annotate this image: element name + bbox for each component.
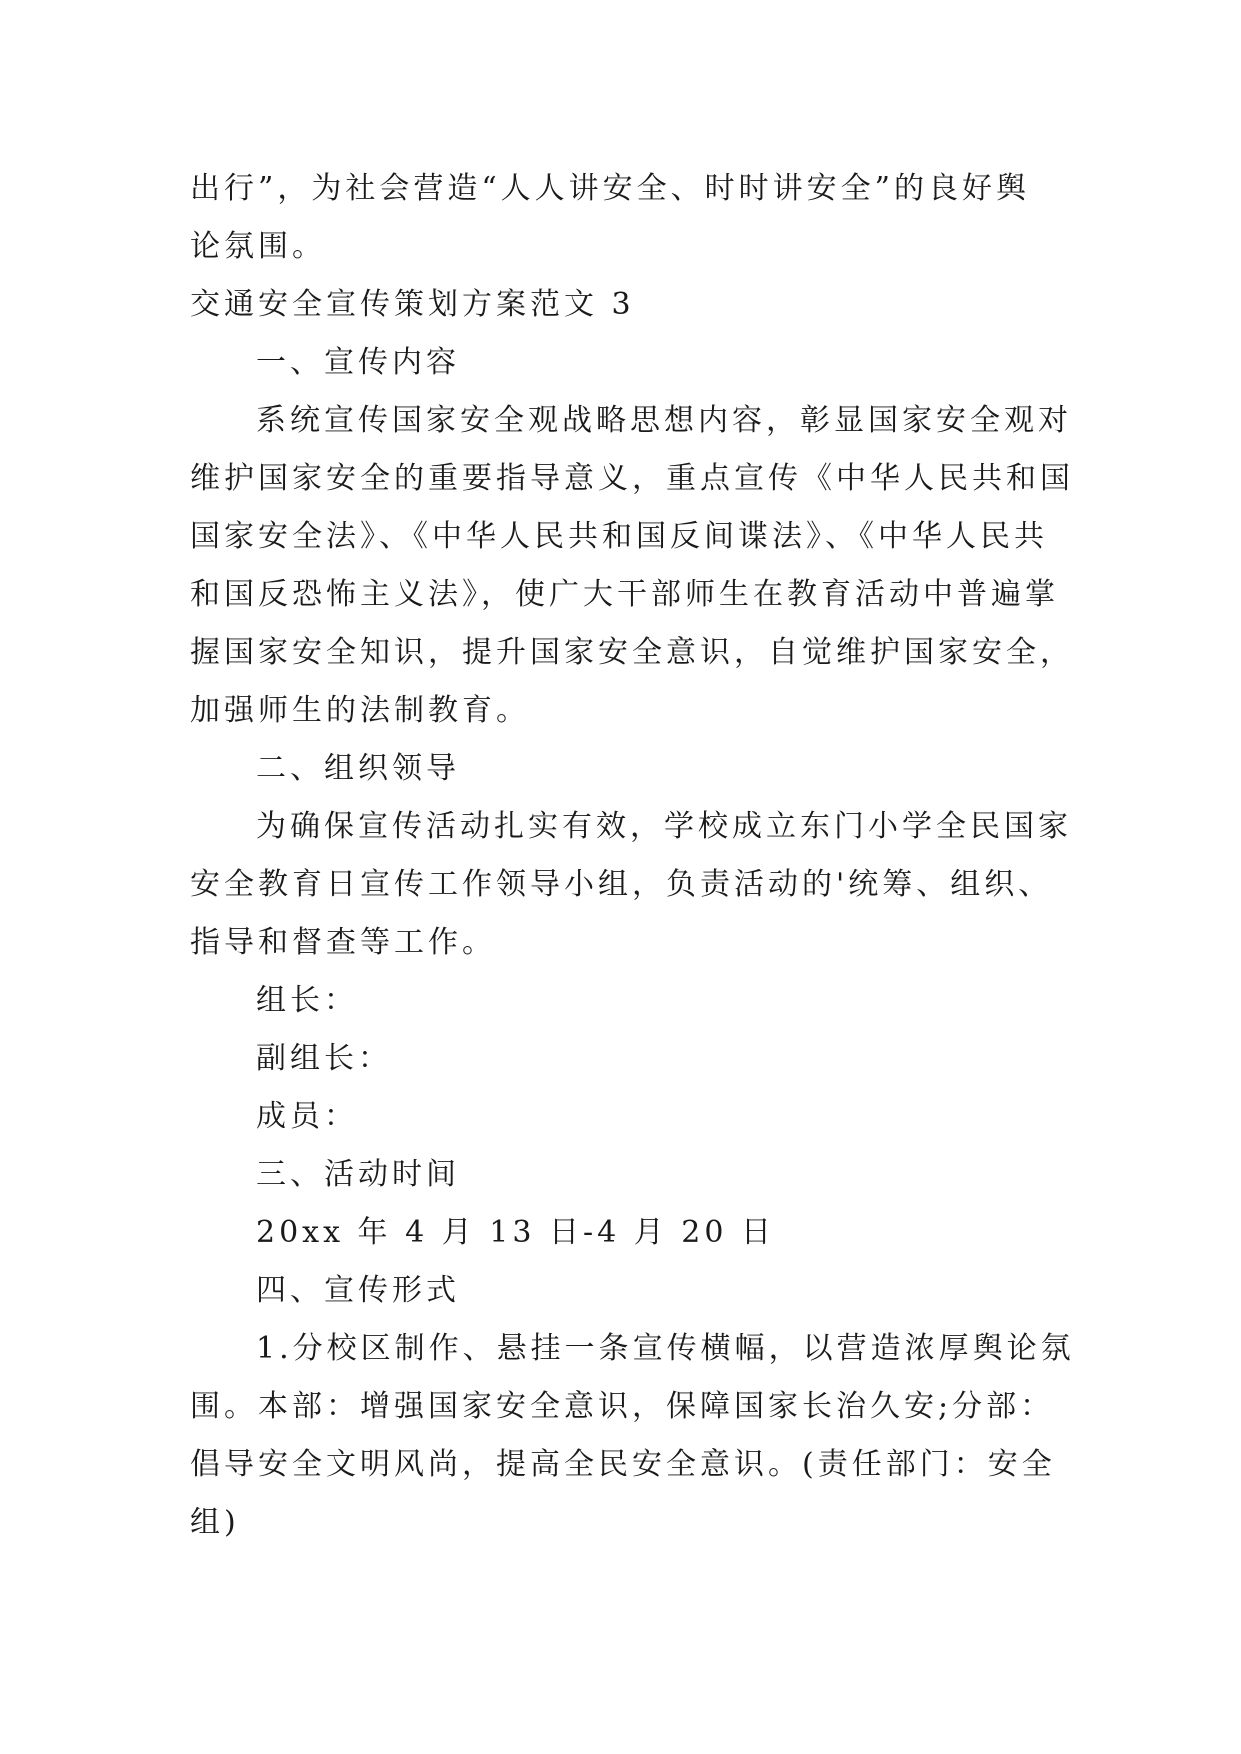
heading-time: 三、活动时间 — [256, 1157, 460, 1192]
paragraph-line: 出行”，为社会营造“人人讲安全、时时讲安全”的良好舆 — [190, 171, 1031, 206]
paragraph-line: 和国反恐怖主义法》，使广大干部师生在教育活动中普遍掌 — [190, 577, 1059, 612]
paragraph-line: 围。本部：增强国家安全意识，保障国家长治久安;分部： — [190, 1389, 1055, 1424]
paragraph-line: 指导和督查等工作。 — [190, 925, 496, 960]
paragraph-line: 加强师生的法制教育。 — [190, 693, 530, 728]
members-label: 成员： — [256, 1099, 358, 1134]
paragraph-line: 倡导安全文明风尚，提高全民安全意识。(责任部门：安全 — [190, 1447, 1056, 1482]
paragraph-line: 系统宣传国家安全观战略思想内容，彰显国家安全观对 — [256, 403, 1072, 438]
paragraph-line: 握国家安全知识，提升国家安全意识，自觉维护国家安全， — [190, 635, 1074, 670]
deputy-leader-label: 副组长： — [256, 1041, 392, 1076]
paragraph-line: 论氛围。 — [190, 229, 326, 264]
paragraph-line: 国家安全法》、《中华人民共和国反间谍法》、《中华人民共 — [190, 519, 1048, 554]
paragraph-line: 组) — [190, 1505, 240, 1540]
document-page — [190, 160, 1075, 1552]
heading-form: 四、宣传形式 — [256, 1273, 460, 1308]
section-title: 交通安全宣传策划方案范文 3 — [190, 287, 635, 322]
paragraph-line: 维护国家安全的重要指导意义，重点宣传《中华人民共和国 — [190, 461, 1074, 496]
leader-label: 组长： — [256, 983, 358, 1018]
paragraph-line: 为确保宣传活动扎实有效，学校成立东门小学全民国家 — [256, 809, 1072, 844]
heading-organization: 二、组织领导 — [256, 751, 460, 786]
activity-date: 20xx 年 4 月 13 日-4 月 20 日 — [256, 1215, 775, 1250]
paragraph-line: 安全教育日宣传工作领导小组，负责活动的'统筹、组织、 — [190, 867, 1053, 902]
heading-content: 一、宣传内容 — [256, 345, 460, 380]
paragraph-line: 1.分校区制作、悬挂一条宣传横幅，以营造浓厚舆论氛 — [256, 1331, 1075, 1366]
